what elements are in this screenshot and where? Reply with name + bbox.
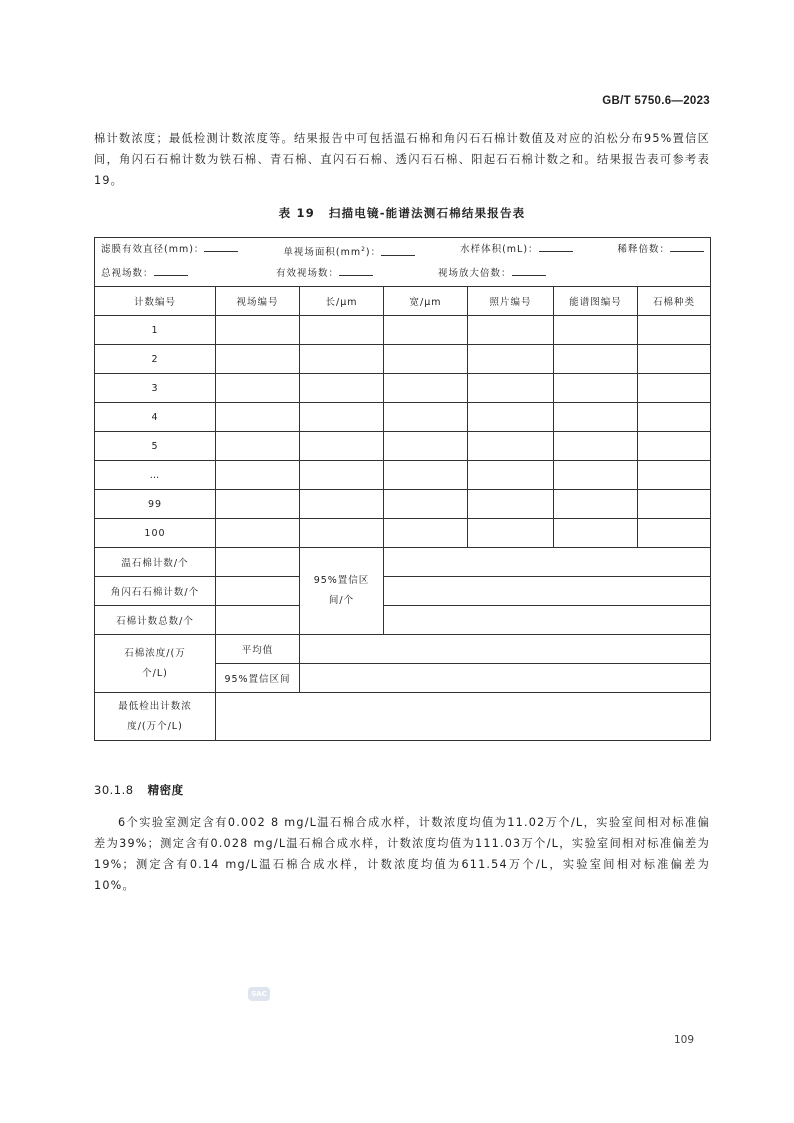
table-info-header xyxy=(95,238,711,287)
col-header: 计数编号 xyxy=(95,287,216,316)
ci-label-concentration: 95%置信区间 xyxy=(216,664,300,693)
table-caption-number: 表 19 xyxy=(278,206,315,220)
col-header: 视场编号 xyxy=(216,287,300,316)
col-header: 能谱图编号 xyxy=(554,287,638,316)
dilution-field: 稀释倍数： xyxy=(618,240,705,263)
sac-logo: SAC xyxy=(248,987,270,1001)
table-caption-title: 扫描电镜-能谱法测石棉结果报告表 xyxy=(328,206,526,220)
page-number: 109 xyxy=(674,1034,695,1046)
section-title: 精密度 xyxy=(147,783,184,797)
amphibole-count-label: 角闪石石棉计数/个 xyxy=(95,577,216,606)
single-area-field: 单视场面积$(mm^2)$： xyxy=(283,240,415,263)
table-row: 99 xyxy=(95,490,216,519)
standard-number: GB/T 5750.6—2023 xyxy=(602,95,710,107)
magnification-field: 视场放大倍数： xyxy=(438,264,546,284)
mean-label: 平均值 xyxy=(216,635,300,664)
section-heading xyxy=(94,782,184,798)
ci-label: 95%置信区间/个 xyxy=(300,548,384,635)
filter-diameter-field: 滤膜有效直径(mm)： xyxy=(101,240,238,263)
table-row: 5 xyxy=(95,432,216,461)
table-caption xyxy=(94,205,710,221)
valid-fields-field: 有效视场数： xyxy=(276,264,438,284)
concentration-label: 石棉浓度/(万个/L) xyxy=(95,635,216,693)
table-row: 100 xyxy=(95,519,216,548)
table-row: … xyxy=(95,461,216,490)
water-volume-field: 水样体积(mL)： xyxy=(460,240,572,263)
section-number: 30.1.8 xyxy=(94,783,134,797)
col-header: 石棉种类 xyxy=(638,287,711,316)
col-header: 长/μm xyxy=(300,287,384,316)
table-row: 3 xyxy=(95,374,216,403)
table-row: 1 xyxy=(95,316,216,345)
table-row: 4 xyxy=(95,403,216,432)
total-count-label: 石棉计数总数/个 xyxy=(95,606,216,635)
min-detect-label: 最低检出计数浓度/(万个/L) xyxy=(95,693,216,741)
chrysotile-count-label: 温石棉计数/个 xyxy=(95,548,216,577)
col-header: 照片编号 xyxy=(468,287,554,316)
table-row: 2 xyxy=(95,345,216,374)
col-header: 宽/μm xyxy=(384,287,468,316)
report-table xyxy=(94,237,711,741)
total-fields-field: 总视场数： xyxy=(101,264,276,284)
paragraph-precision: 6个实验室测定含有0.002 8 mg/L温石棉合成水样，计数浓度均值为11.02万个/L，实验室间相对标准偏差为39%；测定含有0.028 mg/L温石棉合成水样，计数浓度均值为111.03万个/L，实验室间相对标准偏差为19%；测定含有0.14 mg/L温石棉合成水样，计数浓度均值为611.54万个/L，实验室间相对标准偏差为10%。 xyxy=(94,816,710,892)
paragraph-result-report: 棉计数浓度；最低检测计数浓度等。结果报告中可包括温石棉和角闪石石棉计数值及对应的泊松分布95%置信区间，角闪石石棉计数为铁石棉、青石棉、直闪石石棉、透闪石石棉、阳起石石棉计数之和。结果报告表可参考表19。 xyxy=(94,132,710,187)
